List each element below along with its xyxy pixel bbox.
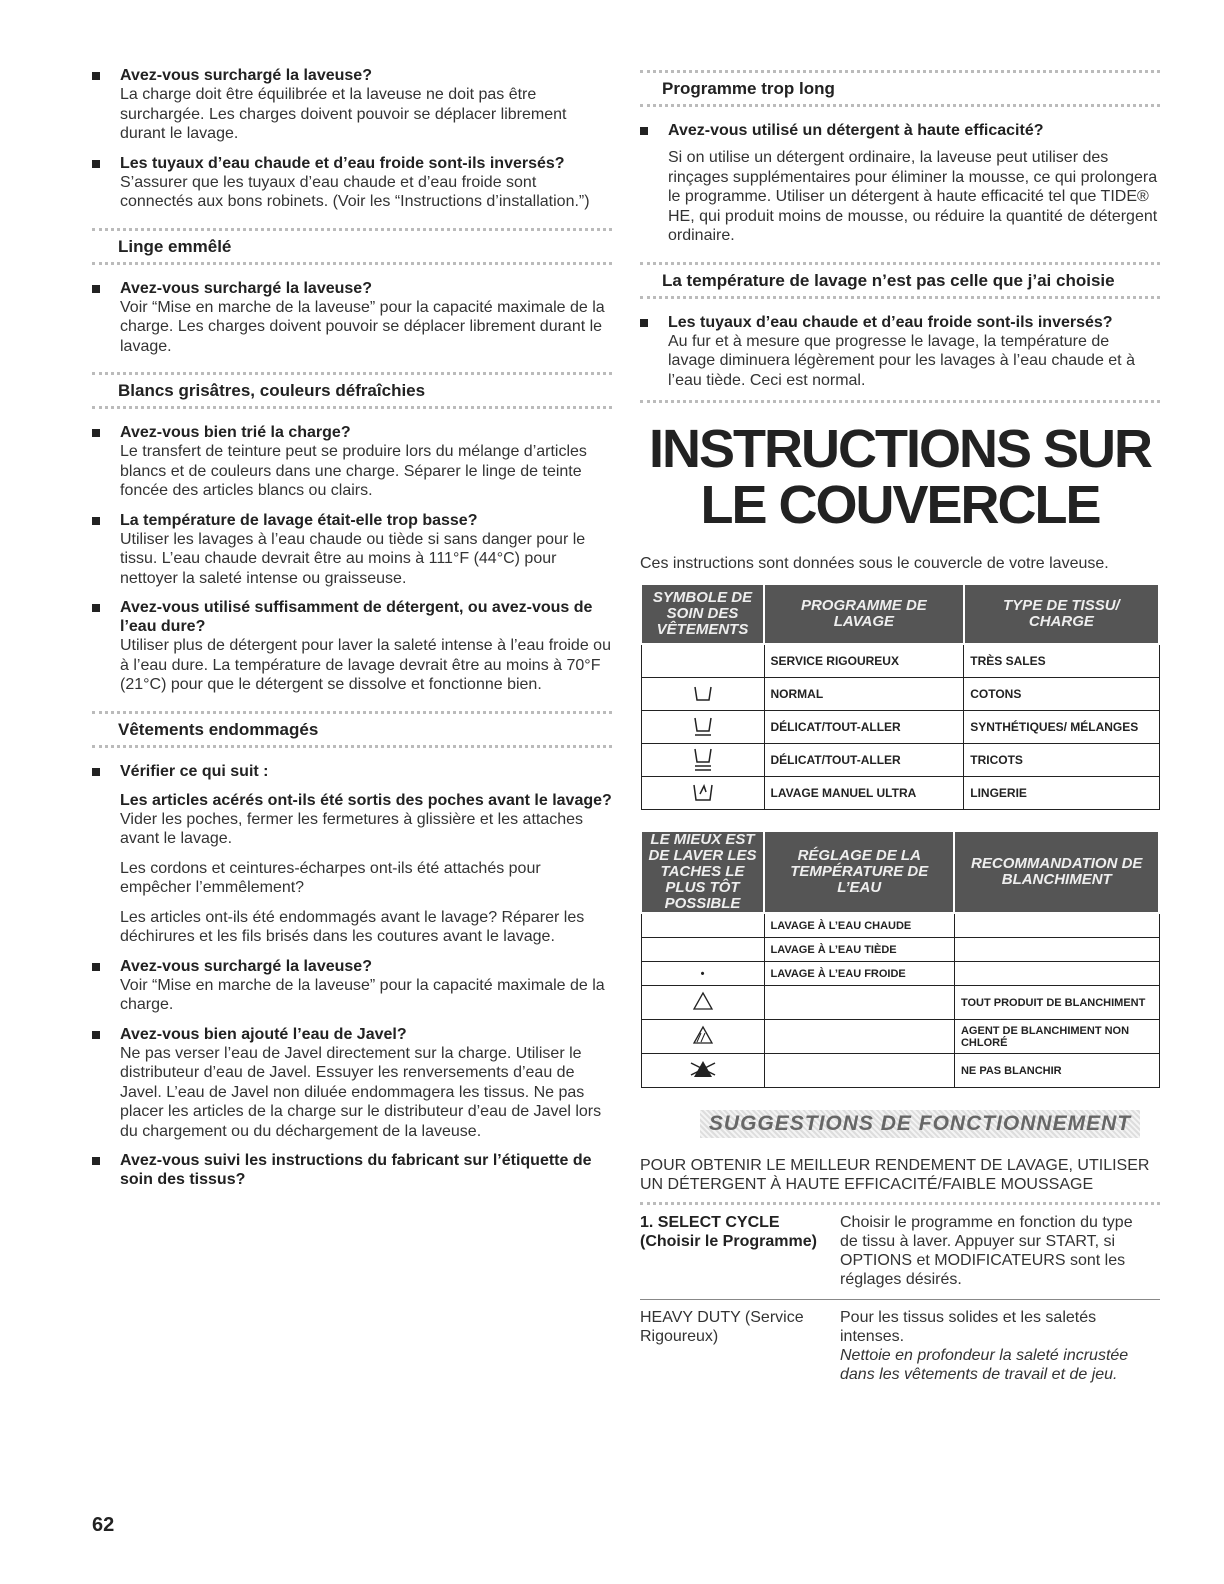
table-row: SERVICE RIGOUREUX TRÈS SALES [641, 644, 1159, 678]
wash-permanent-press-icon [693, 715, 713, 737]
table-row: LAVAGE À L’EAU TIÈDE [641, 938, 1159, 962]
table-header: TYPE DE TISSU/ CHARGE [964, 584, 1159, 644]
table-row: LAVAGE À L’EAU CHAUDE [641, 913, 1159, 938]
section-heading: Linge emmêlé [92, 228, 612, 265]
table-header: PROGRAMME DE LAVAGE [764, 584, 964, 644]
table-row: TOUT PRODUIT DE BLANCHIMENT [641, 986, 1159, 1020]
sub-item: Les articles ont-ils été endommagés avant le lavage? Réparer les déchirures et les fils brisés dans les coutures avant le lavage. [120, 908, 585, 945]
sub-item: Les articles acérés ont-ils été sortis des poches avant le lavage? Vider les poches, fermer les fermetures à glissière et les attaches avant le lavage. [120, 791, 612, 847]
table-row: LAVAGE MANUEL ULTRA LINGERIE [641, 777, 1159, 810]
table-row: NE PAS BLANCHIR [641, 1054, 1159, 1088]
list-item: Les tuyaux d’eau chaude et d’eau froide sont-ils inversés? Au fur et à mesure que progresse le lavage, la température de lavage diminuera légèrement pour les lavages à l’eau chaude et à l’eau tiède. Ceci est normal. [640, 313, 1160, 391]
cold-dot-icon: • [700, 967, 705, 980]
page-number: 62 [92, 1514, 115, 1536]
list-item: Les tuyaux d’eau chaude et d’eau froide sont-ils inversés? S’assurer que les tuyaux d’eau chaude et d’eau froide sont connectés aux bons robinets. (Voir les “Instructions d’installation.”) [92, 154, 612, 212]
table-header: RÉGLAGE DE LA TEMPÉRATURE DE L’EAU [764, 831, 954, 913]
section-heading: Programme trop long [640, 70, 1160, 107]
section-heading: Vêtements endommagés [92, 711, 612, 748]
detergent-notice: POUR OBTENIR LE MEILLEUR RENDEMENT DE LAVAGE, UTILISER UN DÉTERGENT À HAUTE EFFICACITÉ/FAIBLE MOUSSAGE [640, 1156, 1160, 1205]
divider [640, 400, 1160, 403]
table-row: DÉLICAT/TOUT-ALLER TRICOTS [641, 744, 1159, 777]
intro-text: Ces instructions sont données sous le couvercle de votre laveuse. [640, 555, 1109, 572]
stain-bleach-table [640, 830, 1160, 1088]
wash-gentle-icon [693, 746, 713, 772]
list-item: Avez-vous bien trié la charge? Le transfert de teinture peut se produire lors du mélange d’articles blancs et de couleurs dans une charge. Séparer le linge de teinte foncée des articles blancs ou clairs. [92, 423, 612, 501]
table-header: SYMBOLE DE SOIN DES VÊTEMENTS [641, 584, 764, 644]
list-item: Avez-vous surchargé la laveuse? Voir “Mise en marche de la laveuse” pour la capacité maximale de la charge. [92, 957, 612, 1015]
list-item: Avez-vous suivi les instructions du fabricant sur l’étiquette de soin des tissus? [92, 1151, 612, 1189]
list-item: Avez-vous surchargé la laveuse? Voir “Mise en marche de la laveuse” pour la capacité maximale de la charge. Les charges doivent pouvoir se déplacer librement durant le lavage. [92, 279, 612, 357]
wash-tub-icon [693, 684, 713, 702]
suggestions-banner: SUGGESTIONS DE FONCTIONNEMENT [700, 1110, 1140, 1138]
table-row: NORMAL COTONS [641, 678, 1159, 711]
left-column [92, 66, 612, 1199]
list-item: Avez-vous utilisé suffisamment de détergent, ou avez-vous de l’eau dure? Utiliser plus de détergent pour laver la saleté intense à l’eau froide ou à l’eau dure. La température de lavage devrait être au moins à 70°F (21°C) pour que le détergent se dissolve et fonctionne bien. [92, 598, 612, 695]
list-item: Avez-vous bien ajouté l’eau de Javel? Ne pas verser l’eau de Javel directement sur la charge. Utiliser le distributeur d’eau de Javel. Essuyer les renversements d’eau de Javel. L’eau de Javel non diluée endommagera les tissus. Ne pas placer les articles de la charge sur le distributeur d’eau de Javel lors du chargement ou du déchargement de la laveuse. [92, 1025, 612, 1142]
table-row: • LAVAGE À L’EAU FROIDE [641, 962, 1159, 986]
section-heading: Blancs grisâtres, couleurs défraîchies [92, 372, 612, 409]
cycle-row: HEAVY DUTY (Service Rigoureux) Pour les tissus solides et les saletés intenses. Nettoie en profondeur la saleté incrustée dans les vêtements de travail et de jeu. [640, 1309, 1129, 1383]
step-row: 1. SELECT CYCLE (Choisir le Programme) Choisir le programme en fonction du type de tissu à laver. Appuyer sur START, si OPTIONS et MODIFICATEURS sont les réglages désirés. [640, 1205, 1160, 1300]
list-item: Avez-vous utilisé un détergent à haute efficacité? Si on utilise un détergent ordinaire, la laveuse peut utiliser des rinçages supplémentaires pour éliminer la mousse, ce qui prolongera le programme. Utiliser un détergent à haute efficacité tel que TIDE® HE, qui produit moins de mousse, ou réduire la quantité de détergent ordinaire. [640, 121, 1160, 246]
table-row: DÉLICAT/TOUT-ALLER SYNTHÉTIQUES/ MÉLANGES [641, 711, 1159, 744]
do-not-bleach-icon [689, 1059, 717, 1079]
care-symbol-table [640, 583, 1160, 810]
table-row: AGENT DE BLANCHIMENT NON CHLORÉ [641, 1020, 1159, 1054]
sub-item: Les cordons et ceintures-écharpes ont-ils été attachés pour empêcher l’emmêlement? [120, 859, 541, 896]
right-column [640, 66, 1160, 1394]
list-item: La température de lavage était-elle trop basse? Utiliser les lavages à l’eau chaude ou tiède si sans danger pour le tissu. L’eau chaude devrait être au moins à 111°F (44°C) pour nettoyer la saleté intense ou graisseuse. [92, 511, 612, 589]
table-header: LE MIEUX EST DE LAVER LES TACHES LE PLUS TÔT POSSIBLE [641, 831, 764, 913]
hand-wash-icon [692, 782, 714, 802]
non-chlorine-bleach-icon [692, 1025, 714, 1045]
page-title: INSTRUCTIONS SUR LE COUVERCLE [648, 419, 1151, 535]
table-header: RECOMMANDATION DE BLANCHIMENT [954, 831, 1159, 913]
list-item: Avez-vous surchargé la laveuse? La charge doit être équilibrée et la laveuse ne doit pas être surchargée. Les charges doivent pouvoir se déplacer librement durant le lavage. [92, 66, 612, 144]
list-item: Vérifier ce qui suit : [92, 762, 612, 781]
bleach-triangle-icon [692, 991, 714, 1011]
section-heading: La température de lavage n’est pas celle que j’ai choisie [640, 262, 1160, 299]
